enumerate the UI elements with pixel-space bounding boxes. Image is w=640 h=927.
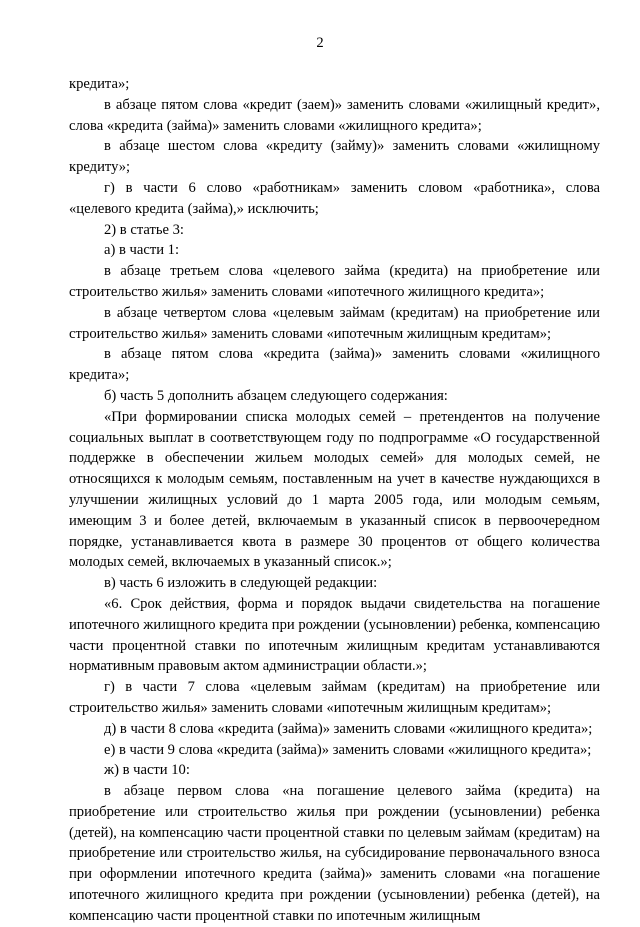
- page-number: 2: [316, 35, 324, 51]
- paragraph: в) часть 6 изложить в следующей редакции:: [104, 575, 378, 592]
- paragraph: г) в части 6 слово «работникам» заменить словом «работника», слова «целевого кредита (займа),» исключить;: [69, 179, 600, 217]
- paragraph: в абзаце первом слова «на погашение целевого займа (кредита) на приобретение или строительство жилья при рождении (усыновлении) ребенка (детей), на компенсацию части процентной ставки по целевым займам (кредитам) на приобретение или строительство жилья, на субсидирование первоначального взноса при оформлении ипотечного кредита (займа)» заменить словами «на погашение ипотечного жилищного кредита при рождении (усыновлении) ребенка (детей), на компенсацию части процентной ставки по ипотечным жилищным: [69, 783, 600, 924]
- paragraph: в абзаце третьем слова «целевого займа (кредита) на приобретение или строительство жилья» заменить словами «ипотечного жилищного кредита»;: [69, 263, 600, 300]
- paragraph: г) в части 7 слова «целевым займам (кредитам) на приобретение или строительство жилья» заменить словами «ипотечным жилищным кредитам»;: [69, 679, 600, 716]
- paragraph: е) в части 9 слова «кредита (займа)» заменить словами «жилищного кредита»;: [104, 741, 592, 758]
- paragraph: в абзаце четвертом слова «целевым займам (кредитам) на приобретение или строительство жилья» заменить словами «ипотечным жилищным кредитам»;: [69, 304, 600, 342]
- paragraph: кредита»;: [69, 76, 130, 92]
- paragraph: в абзаце пятом слова «кредит (заем)» заменить словами «жилищный кредит», слова «кредита (займа)» заменить словами «жилищного кредита»;: [69, 96, 600, 134]
- paragraph: д) в части 8 слова «кредита (займа)» заменить словами «жилищного кредита»;: [104, 720, 593, 737]
- paragraph: а) в части 1:: [104, 242, 180, 259]
- paragraph: б) часть 5 дополнить абзацем следующего содержания:: [104, 387, 448, 404]
- paragraph: в абзаце шестом слова «кредиту (займу)» заменить словами «жилищному кредиту»;: [69, 138, 600, 176]
- paragraph: ж) в части 10:: [104, 762, 190, 779]
- document-body: [69, 74, 600, 927]
- paragraph: 2) в статье 3:: [104, 221, 184, 238]
- paragraph: «6. Срок действия, форма и порядок выдачи свидетельства на погашение ипотечного жилищного кредита при рождении (усыновлении) ребенка, компенсацию части процентной ставки по ипотечным жилищным кредитам устанавливаются нормативным правовым актом администрации области.»;: [69, 595, 600, 675]
- paragraph: в абзаце пятом слова «кредита (займа)» заменить словами «жилищного кредита»;: [69, 346, 600, 384]
- paragraph: «При формировании списка молодых семей – претендентов на получение социальных выплат в соответствующем году по подпрограмме «О государственной поддержке в обеспечении жильем молодых семей» для молодых семей, не относящихся к молодым семьям, поставленным на учет в качестве нуждающихся в улучшении жилищных условий до 1 марта 2005 года, или молодым семьям, имеющим 3 и более детей, включаемым в указанный список в первоочередном порядке, устанавливается квота в размере 30 процентов от общего количества молодых семей, включаемых в указанный список.»;: [69, 408, 600, 571]
